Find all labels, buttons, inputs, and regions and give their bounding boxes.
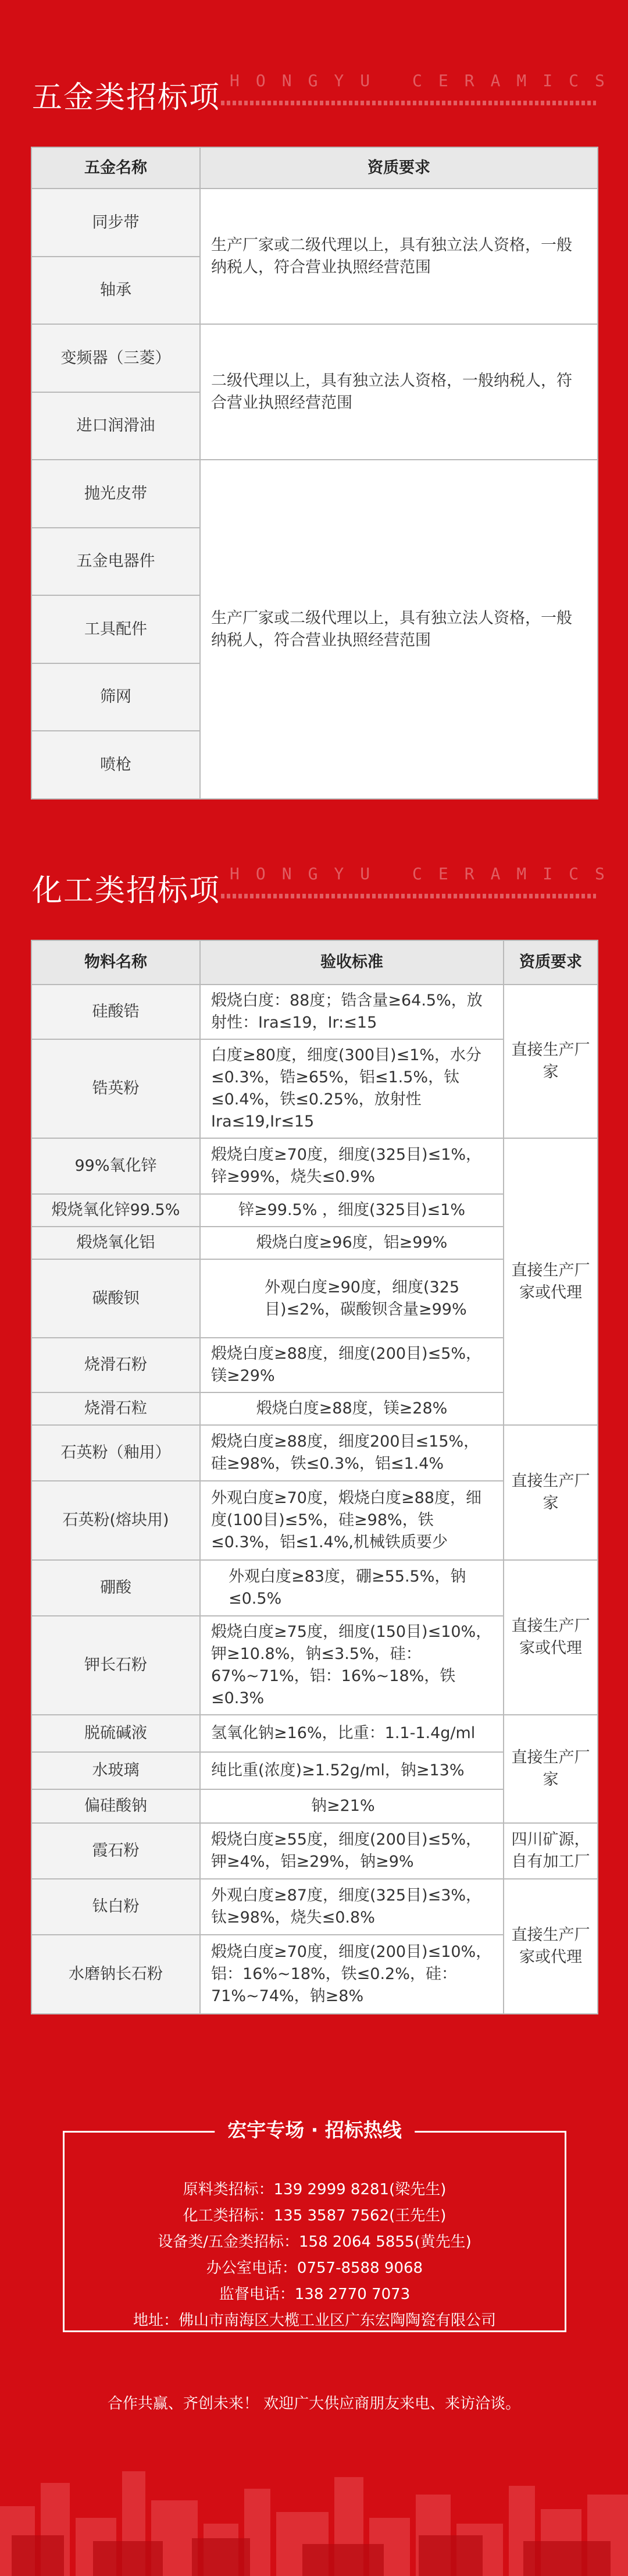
chemical-qualification: 直接生产厂家或代理 <box>504 1560 598 1715</box>
chemical-item-name: 霞石粉 <box>31 1823 200 1879</box>
chemical-qualification: 直接生产厂家 <box>504 985 598 1138</box>
city-skyline-illustration <box>0 2436 628 2576</box>
hardware-title-ghost-text: HONGYU CERAMICS <box>230 71 621 90</box>
chemical-item-standard: 钠≥21% <box>200 1789 504 1823</box>
hardware-header-qualification: 资质要求 <box>200 147 598 189</box>
chemical-item-standard: 煅烧白度≥88度，细度(200目)≤5%，镁≥29% <box>200 1338 504 1392</box>
chemical-item-name: 碳酸钡 <box>31 1259 200 1338</box>
chemical-title-ghost-text: HONGYU CERAMICS <box>230 864 621 883</box>
hotline-address: 地址：佛山市南海区大榄工业区广东宏陶陶瓷有限公司 <box>133 2312 496 2329</box>
chemical-item-standard: 白度≥80度，细度(300目)≤1%，水分≤0.3%，锆≥65%，铝≤1.5%，钛≤0.4%，铁≤0.25%，放射性Ira≤19,Ir≤15 <box>200 1039 504 1138</box>
hardware-item: 同步带 <box>31 189 200 257</box>
chemical-item-standard: 煅烧白度：88度；锆含量≥64.5%，放射性：Ira≤19，Ir:≤15 <box>200 985 504 1039</box>
chemical-item-standard: 煅烧白度≥70度，细度(200目)≤10%，铝：16%~18%，铁≤0.2%，硅：71%~74%，钠≥8% <box>200 1935 504 2014</box>
hotline-office-phone: 办公室电话：0757-8588 9068 <box>206 2259 423 2277</box>
chemical-item-name: 锆英粉 <box>31 1039 200 1138</box>
hardware-item: 喷枪 <box>31 731 200 799</box>
chemical-item-standard: 外观白度≥70度，煅烧白度≥88度，细度(100目)≤5%，硅≥98%，铁≤0.3%，铝≤1.4%,机械铁质要少 <box>200 1481 504 1560</box>
chemical-item-name: 煅烧氧化铝 <box>31 1227 200 1259</box>
chemical-item-standard: 煅烧白度≥70度，细度(325目)≤1%，锌≥99%，烧失≤0.9% <box>200 1138 504 1194</box>
hardware-table <box>31 147 598 800</box>
chemical-qualification: 四川矿源，自有加工厂 <box>504 1823 598 1879</box>
hardware-item: 进口润滑油 <box>31 392 200 460</box>
chemical-item-name: 石英粉（釉用） <box>31 1425 200 1481</box>
chemical-title-decoration <box>221 894 596 898</box>
chemical-item-standard: 氢氧化钠≥16%，比重：1.1-1.4g/ml <box>200 1715 504 1752</box>
chemical-header-standard: 验收标准 <box>200 940 504 985</box>
hardware-item: 工具配件 <box>31 595 200 663</box>
chemical-item-name: 钛白粉 <box>31 1879 200 1935</box>
chemical-qualification: 直接生产厂家 <box>504 1715 598 1823</box>
chemical-qualification: 直接生产厂家 <box>504 1425 598 1560</box>
chemical-item-standard: 外观白度≥87度，细度(325目)≤3%，钛≥98%，烧失≤0.8% <box>200 1879 504 1935</box>
hotline-raw-materials: 原料类招标：139 2999 8281(梁先生) <box>183 2181 447 2198</box>
chemical-item-standard: 煅烧白度≥88度，细度200目≤15%，硅≥98%，铁≤0.3%，铝≤1.4% <box>200 1425 504 1481</box>
chemical-item-standard: 外观白度≥90度，细度(325目)≤2%，碳酸钡含量≥99% <box>200 1259 504 1338</box>
chemical-item-standard: 煅烧白度≥55度，细度(200目)≤5%，钾≥4%，铝≥29%，钠≥9% <box>200 1823 504 1879</box>
chemical-item-name: 硼酸 <box>31 1560 200 1616</box>
hardware-item: 轴承 <box>31 257 200 324</box>
chemical-table <box>31 940 598 2014</box>
chemical-item-standard: 煅烧白度≥96度，铝≥99% <box>200 1227 504 1259</box>
hardware-header-name: 五金名称 <box>31 147 200 189</box>
chemical-item-name: 石英粉(熔块用) <box>31 1481 200 1560</box>
chemical-title: 化工类招标项 <box>32 873 221 908</box>
hardware-item: 抛光皮带 <box>31 460 200 528</box>
chemical-item-standard: 纯比重(浓度)≥1.52g/ml，钠≥13% <box>200 1752 504 1789</box>
hotline-title: 宏宇专场 · 招标热线 <box>215 2115 415 2142</box>
chemical-qualification: 直接生产厂家或代理 <box>504 1879 598 2014</box>
chemical-item-name: 脱硫碱液 <box>31 1715 200 1752</box>
chemical-item-name: 煅烧氧化锌99.5% <box>31 1194 200 1227</box>
hardware-title-decoration <box>221 101 596 105</box>
hardware-item: 筛网 <box>31 663 200 731</box>
hardware-requirement: 生产厂家或二级代理以上，具有独立法人资格，一般纳税人，符合营业执照经营范围 <box>200 460 598 799</box>
hotline-lines <box>65 2177 565 2334</box>
chemical-item-standard: 煅烧白度≥88度，镁≥28% <box>200 1392 504 1425</box>
chemical-qualification: 直接生产厂家或代理 <box>504 1138 598 1425</box>
footer-slogan: 合作共赢、齐创未来！ 欢迎广大供应商朋友来电、来访洽谈。 <box>107 2395 521 2412</box>
chemical-item-standard: 外观白度≥83度，硼≥55.5%，钠≤0.5% <box>200 1560 504 1616</box>
hotline-chemicals: 化工类招标：135 3587 7562(王先生) <box>183 2207 447 2225</box>
hotline-equipment-hardware: 设备类/五金类招标：158 2064 5855(黄先生) <box>158 2233 472 2251</box>
hardware-requirement: 二级代理以上，具有独立法人资格，一般纳税人，符合营业执照经营范围 <box>200 324 598 460</box>
hardware-title: 五金类招标项 <box>32 80 221 115</box>
hotline-box <box>63 2119 566 2332</box>
chemical-item-standard: 锌≥99.5% ，细度(325目)≤1% <box>200 1194 504 1227</box>
chemical-item-name: 烧滑石粉 <box>31 1338 200 1392</box>
chemical-item-name: 烧滑石粒 <box>31 1392 200 1425</box>
chemical-item-name: 硅酸锆 <box>31 985 200 1039</box>
hardware-item: 五金电器件 <box>31 528 200 595</box>
chemical-header-name: 物料名称 <box>31 940 200 985</box>
chemical-header-qualification: 资质要求 <box>504 940 598 985</box>
hotline-supervision-phone: 监督电话：138 2770 7073 <box>219 2286 411 2303</box>
chemical-item-standard: 煅烧白度≥75度，细度(150目)≤10%，钾≥10.8%，钠≤3.5%，硅：67%~71%，铝：16%~18%，铁≤0.3% <box>200 1616 504 1715</box>
chemical-item-name: 偏硅酸钠 <box>31 1789 200 1823</box>
chemical-item-name: 钾长石粉 <box>31 1616 200 1715</box>
chemical-item-name: 99%氧化锌 <box>31 1138 200 1194</box>
hardware-item: 变频器（三菱） <box>31 324 200 392</box>
chemical-item-name: 水玻璃 <box>31 1752 200 1789</box>
hardware-requirement: 生产厂家或二级代理以上，具有独立法人资格，一般纳税人，符合营业执照经营范围 <box>200 189 598 324</box>
chemical-item-name: 水磨钠长石粉 <box>31 1935 200 2014</box>
